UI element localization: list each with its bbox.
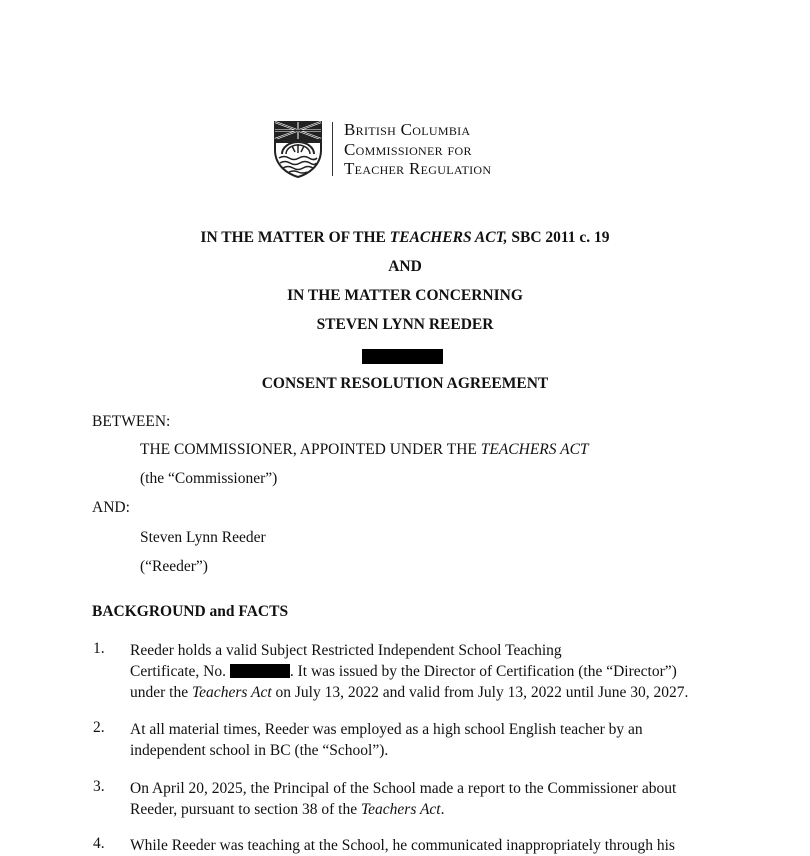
paragraph-3-act: Teachers Act <box>360 801 441 818</box>
party-1-name <box>140 441 589 459</box>
paragraph-1-line-3 <box>130 682 688 703</box>
letterhead-line-2: Commissioner for <box>344 139 472 159</box>
paragraph-1-number: 1. <box>93 640 105 657</box>
certificate-number-redaction <box>230 664 290 678</box>
paragraph-1-line-3-start: under the <box>130 684 192 701</box>
section-title: BACKGROUND and FACTS <box>92 603 289 620</box>
paragraph-1-line-3-rest: on July 13, 2022 and valid from July 13, 2022 until June 30, 2027. <box>271 684 689 701</box>
paragraph-4-line-1: While Reeder was teaching at the School, he communicated inappropriately through his <box>130 837 675 854</box>
paragraph-1-line-2 <box>130 661 688 682</box>
matter-heading <box>0 229 810 247</box>
paragraph-2-number: 2. <box>93 719 105 736</box>
matter-prefix: IN THE MATTER OF THE <box>200 229 390 246</box>
matter-suffix: SBC 2011 c. 19 <box>507 229 610 246</box>
paragraph-3-line-1: On April 20, 2025, the Principal of the School made a report to the Commissioner about <box>130 780 677 797</box>
paragraph-1-act: Teachers Act <box>191 684 272 701</box>
letterhead-divider <box>332 122 333 176</box>
and-heading: AND <box>388 258 422 275</box>
paragraph-2-line-1: At all material times, Reeder was employed as a high school English teacher by an <box>130 721 643 738</box>
redaction-block <box>362 349 443 364</box>
party-1-act: TEACHERS ACT <box>480 441 589 458</box>
letterhead-text <box>344 120 491 179</box>
paragraph-2-line-2: independent school in BC (the “School”). <box>130 742 389 759</box>
matter-act: TEACHERS ACT, <box>389 229 508 246</box>
between-label: BETWEEN: <box>92 413 171 430</box>
letterhead-line-3: Teacher Regulation <box>344 159 492 178</box>
party-2-name: Steven Lynn Reeder <box>140 529 266 546</box>
paragraph-1 <box>130 640 688 703</box>
paragraph-4 <box>130 835 675 856</box>
party-1-alias: (the “Commissioner”) <box>140 470 278 487</box>
party-1-prefix: THE COMMISSIONER, APPOINTED UNDER THE <box>140 441 481 458</box>
paragraph-3-line-2-start: Reeder, pursuant to section 38 of the <box>130 801 361 818</box>
paragraph-2 <box>130 719 643 761</box>
paragraph-3-number: 3. <box>93 778 105 795</box>
bc-coat-of-arms-icon <box>272 120 324 178</box>
and-label: AND: <box>92 499 130 516</box>
paragraph-1-line-1: Reeder holds a valid Subject Restricted Independent School Teaching <box>130 642 562 659</box>
concerning-heading: IN THE MATTER CONCERNING <box>287 287 523 304</box>
paragraph-3 <box>130 778 676 820</box>
paragraph-3-line-2-end: . <box>440 801 445 818</box>
paragraph-1-line-2-rest: . It was issued by the Director of Certification (the “Director”) <box>289 663 677 680</box>
respondent-name-heading: STEVEN LYNN REEDER <box>316 316 494 333</box>
document-title: CONSENT RESOLUTION AGREEMENT <box>261 375 549 392</box>
letterhead <box>272 120 542 178</box>
letterhead-line-1: British Columbia <box>344 120 471 139</box>
certificate-label: Certificate, No. <box>130 663 230 680</box>
paragraph-4-number: 4. <box>93 835 105 852</box>
paragraph-3-line-2 <box>130 799 676 820</box>
party-2-alias: (“Reeder”) <box>140 558 208 575</box>
